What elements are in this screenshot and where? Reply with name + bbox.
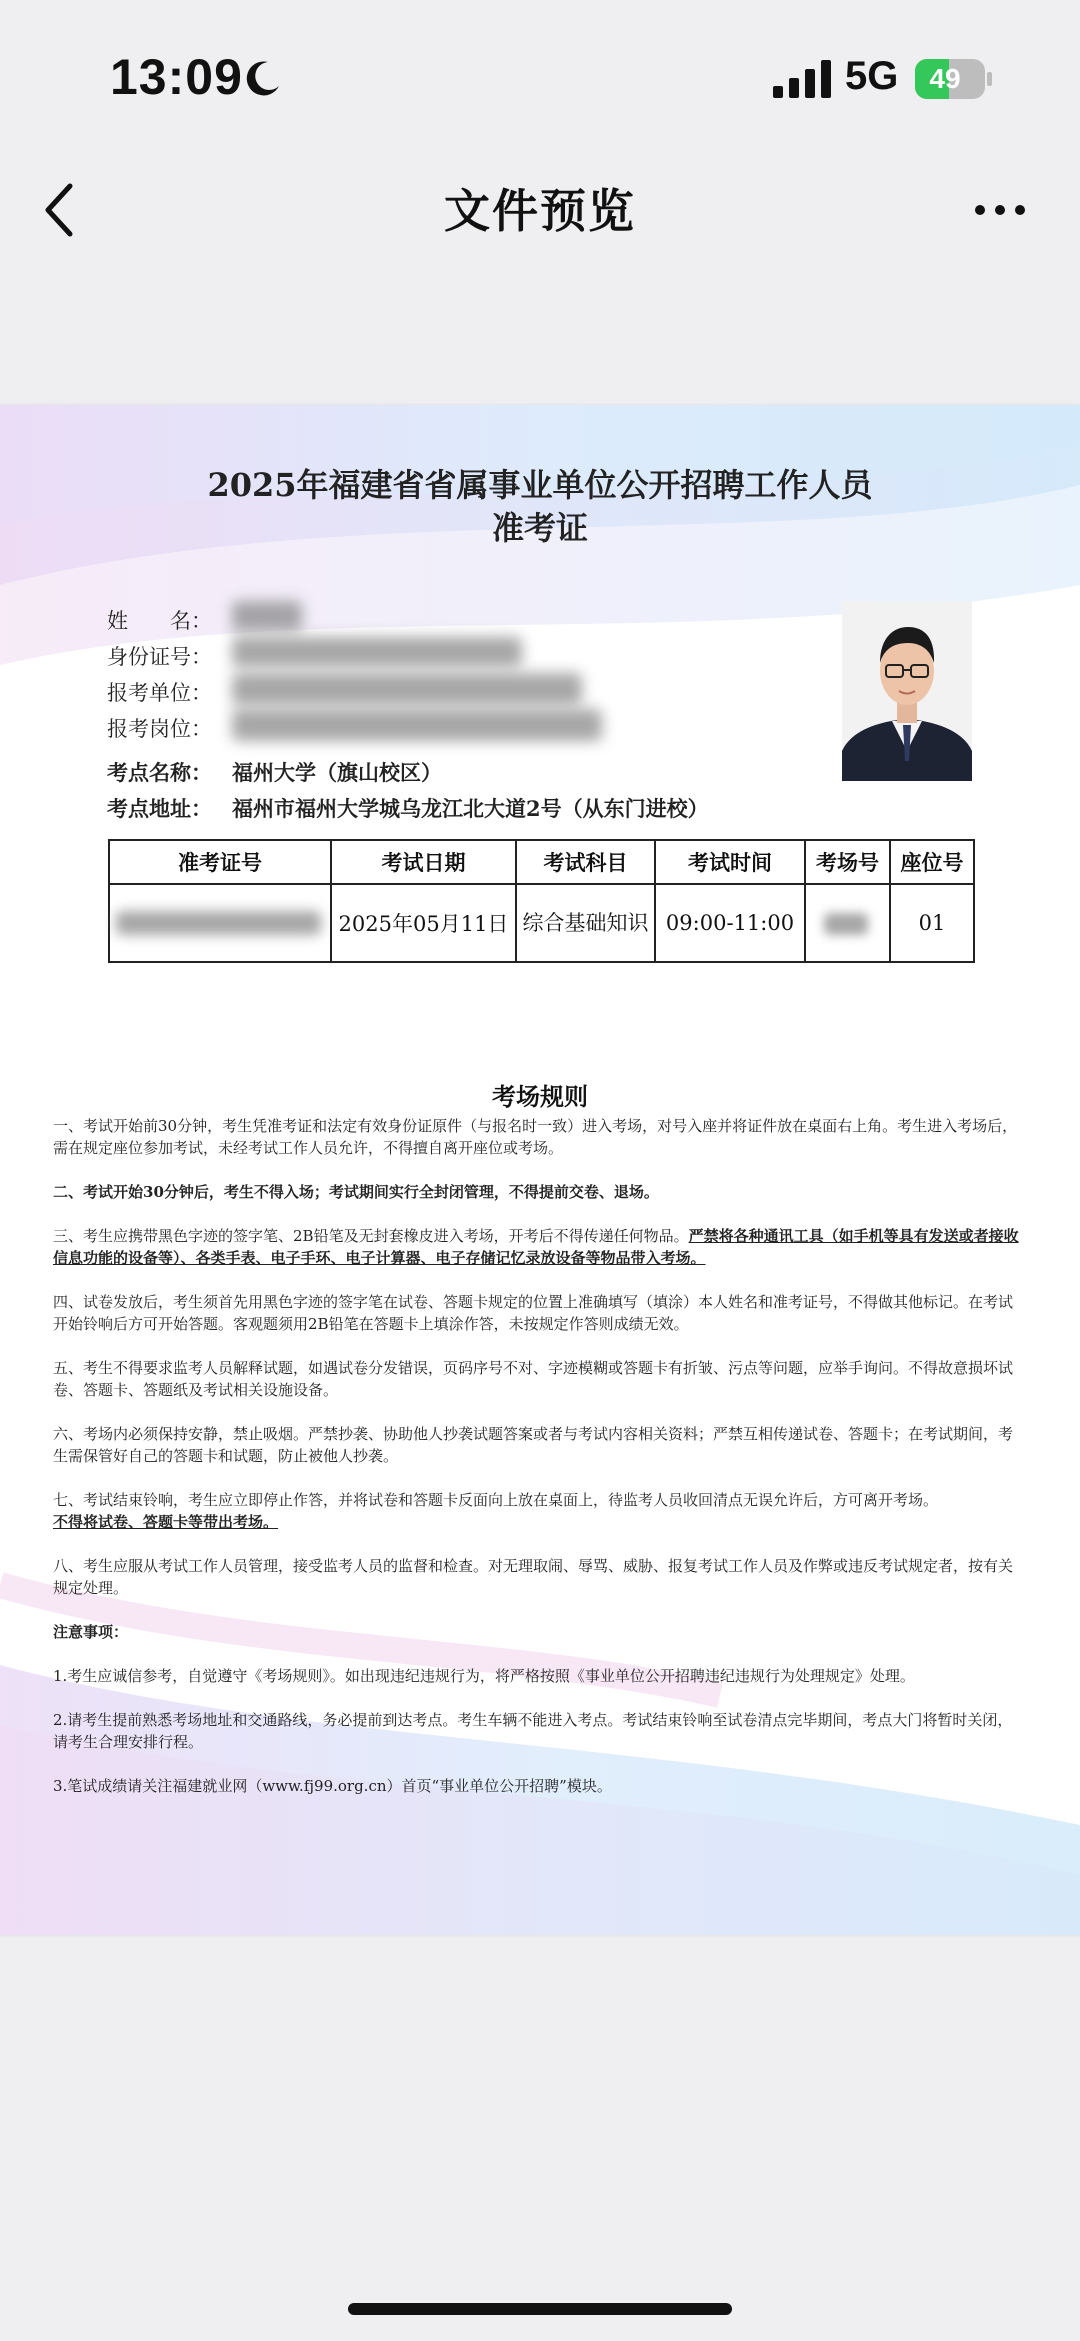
status-time: 13:09 bbox=[110, 49, 243, 105]
table-cell: 综合基础知识 bbox=[516, 884, 655, 962]
rule-emphasis: 不得将试卷、答题卡等带出考场。 bbox=[53, 1513, 279, 1531]
rule-item: 八、考生应服从考试工作人员管理，接受监考人员的监督和检查。对无理取闹、辱骂、威胁、报复考试工作人员及作弊或违反考试规定者，按有关规定处理。 bbox=[53, 1557, 1014, 1597]
site-label: 考点名称： bbox=[107, 760, 212, 785]
rule-item: 一、考试开始前30分钟，考生凭准考证和法定有效身份证原件（与报名时一致）进入考场，对号入座并将证件放在桌面右上角。考生进入考场后，需在规定座位参加考试，未经考试工作人员允许，不得擅自离开座位或考场。 bbox=[53, 1117, 1018, 1157]
site-value: 福州大学（旗山校区） bbox=[232, 760, 442, 785]
battery-icon bbox=[915, 59, 985, 99]
rule-item: 四、试卷发放后，考生须首先用黑色字迹的签字笔在试卷、答题卡规定的位置上准确填写（填涂）本人姓名和准考证号，不得做其他标记。在考试开始铃响后方可开始答题。客观题须用2B铅笔在答题卡上填涂作答，未按规定作答则成绩无效。 bbox=[53, 1293, 1014, 1333]
address-value: 福州市福州大学城乌龙江北大道2号（从东门进校） bbox=[232, 796, 709, 821]
field-id bbox=[107, 641, 232, 671]
unit-label: 报考单位： bbox=[107, 681, 212, 705]
redacted-unit bbox=[232, 673, 582, 705]
table-header: 准考证号 bbox=[109, 840, 331, 884]
table-header: 考试日期 bbox=[331, 840, 516, 884]
table-cell-room-number bbox=[805, 884, 890, 962]
field-unit bbox=[107, 677, 232, 707]
note-item: 2.请考生提前熟悉考场地址和交通路线，务必提前到达考点。考生车辆不能进入考点。考试结束铃响至试卷清点完毕期间，考点大门将暂时关闭，请考生合理安排行程。 bbox=[53, 1711, 1013, 1751]
rules-title: 考场规则 bbox=[492, 1082, 588, 1111]
redacted-ticket-number bbox=[116, 911, 321, 935]
field-address bbox=[107, 793, 709, 823]
home-indicator[interactable] bbox=[348, 2303, 732, 2315]
field-name bbox=[107, 605, 232, 635]
id-label: 身份证号： bbox=[107, 645, 212, 669]
rule-item bbox=[53, 1225, 1027, 1269]
table-cell: 09:00-11:00 bbox=[655, 884, 805, 962]
moon-icon bbox=[243, 58, 283, 98]
page-title: 文件预览 bbox=[444, 184, 636, 238]
rule-text: 七、考试结束铃响，考生应立即停止作答，并将试卷和答题卡反面向上放在桌面上，待监考人员收回清点无误允许后，方可离开考场。 bbox=[53, 1491, 939, 1509]
table-header-row bbox=[109, 840, 974, 884]
redacted-position bbox=[232, 709, 602, 741]
exam-info-table bbox=[108, 839, 975, 963]
rule-item: 二、考试开始30分钟后，考生不得入场；考试期间实行全封闭管理，不得提前交卷、退场。 bbox=[53, 1183, 659, 1201]
name-label: 姓 名： bbox=[107, 609, 212, 633]
table-header: 考场号 bbox=[805, 840, 890, 884]
table-cell: 01 bbox=[890, 884, 974, 962]
status-bar bbox=[0, 0, 1080, 140]
network-type: 5G bbox=[845, 54, 899, 98]
signal-icon bbox=[773, 60, 831, 98]
redacted-name bbox=[232, 601, 302, 631]
admission-ticket-title: 2025年福建省省属事业单位公开招聘工作人员 bbox=[207, 466, 873, 504]
notes-title: 注意事项： bbox=[53, 1623, 129, 1641]
redacted-id bbox=[232, 637, 522, 667]
rule-item: 五、考生不得要求监考人员解释试题，如遇试卷分发错误，页码序号不对、字迹模糊或答题卡有折皱、污点等问题，应举手询问。不得故意损坏试卷、答题卡、答题纸及考试相关设施设备。 bbox=[53, 1359, 1014, 1399]
rule-item: 六、考场内必须保持安静，禁止吸烟。严禁抄袭、协助他人抄袭试题答案或者与考试内容相关资料；严禁互相传递试卷、答题卡；在考试期间，考生需保管好自己的答题卡和试题，防止被他人抄袭。 bbox=[53, 1425, 1014, 1465]
table-cell: 2025年05月11日 bbox=[331, 884, 516, 962]
rules-section bbox=[53, 1115, 1027, 1819]
field-site bbox=[107, 757, 442, 787]
battery-level: 49 bbox=[929, 63, 961, 94]
note-item: 1.考生应诚信参考，自觉遵守《考场规则》。如出现违纪违规行为，将严格按照《事业单位公开招聘违纪违规行为处理规定》处理。 bbox=[53, 1667, 915, 1685]
battery-tip bbox=[987, 72, 992, 86]
field-position bbox=[107, 713, 232, 743]
admission-ticket-subtitle: 准考证 bbox=[491, 509, 588, 547]
address-label: 考点地址： bbox=[107, 796, 212, 821]
table-cell-ticket-number bbox=[109, 884, 331, 962]
candidate-photo bbox=[842, 601, 972, 781]
rule-item bbox=[53, 1489, 1027, 1533]
document-preview[interactable] bbox=[0, 405, 1080, 1935]
rule-emphasis: 严禁将各种通讯工具（如手机等具有发送或者接收信息功能的设备等）、各类手表、电子手环、电子计算器、电子存储记忆录放设备等物品带入考场。 bbox=[53, 1227, 1019, 1267]
table-row bbox=[109, 884, 974, 962]
table-header: 座位号 bbox=[890, 840, 974, 884]
rule-text: 三、考生应携带黑色字迹的签字笔、2B铅笔及无封套橡皮进入考场，开考后不得传递任何物品。 bbox=[53, 1227, 689, 1245]
more-options-button[interactable] bbox=[970, 195, 1030, 225]
table-header: 考试科目 bbox=[516, 840, 655, 884]
table-header: 考试时间 bbox=[655, 840, 805, 884]
note-item: 3.笔试成绩请关注福建就业网（www.fj99.org.cn）首页“事业单位公开招聘”模块。 bbox=[53, 1777, 612, 1795]
position-label: 报考岗位： bbox=[107, 717, 212, 741]
redacted-room-number bbox=[824, 913, 868, 935]
